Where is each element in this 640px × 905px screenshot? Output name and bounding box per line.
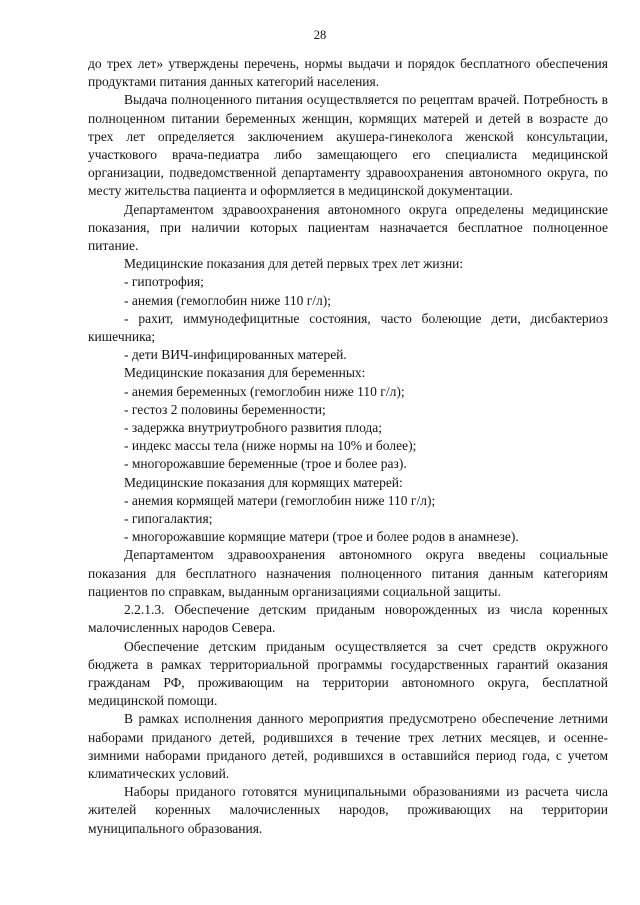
paragraph-intro-continuation: до трех лет» утверждены перечень, нормы выдачи и порядок бесплатного обеспечения продуктами питания данных категорий населения. — [88, 56, 608, 90]
nursing-indications-heading: Медицинские показания для кормящих матерей: — [124, 474, 403, 490]
section-heading-2-2-1-3: 2.2.1.3. Обеспечение детским приданым новорожденных из числа коренных малочисленных народов Севера. — [88, 602, 608, 636]
nursing-indication-item: - гипогалактия; — [124, 511, 213, 527]
paragraph-full-nutrition-issuance: Выдача полноценного питания осуществляется по рецептам врачей. Потребность в полноценном питании беременных женщин, кормящих матерей и детей в возрасте до трех лет определяется заключением акушера-гинеколога женской консультации, участкового врача-педиатра либо замещающего его специалиста медицинской организации, подведомственной департаменту здравоохранения автономного округа, по месту жительства пациента и оформляется в медицинской документации. — [88, 92, 608, 199]
children-indication-item: - дети ВИЧ-инфицированных матерей. — [124, 347, 347, 363]
paragraph-medical-indications-intro: Департаментом здравоохранения автономного округа определены медицинские показания, при наличии которых пациентам назначается бесплатное полноценное питание. — [88, 201, 608, 254]
paragraph-dowry-preparation: Наборы приданого готовятся муниципальными образованиями из расчета числа жителей коренных малочисленных народов, проживающих на территории муниципального образования. — [88, 784, 608, 836]
pregnant-indication-item: - анемия беременных (гемоглобин ниже 110 г/л); — [124, 383, 405, 399]
children-indication-item: - гипотрофия; — [124, 274, 204, 290]
pregnant-indication-item: - многорожавшие беременные (трое и более раз). — [124, 456, 407, 472]
paragraph-dowry-funding: Обеспечение детским приданым осуществляется за счет средств окружного бюджета в рамках территориальной программы государственных гарантий оказания гражданам РФ, проживающим на территории автономного округа, бесплатной медицинской помощи. — [88, 638, 608, 709]
children-indications-heading: Медицинские показания для детей первых трех лет жизни: — [124, 256, 464, 272]
pregnant-indications-heading: Медицинские показания для беременных: — [124, 365, 366, 381]
pregnant-indication-item: - гестоз 2 половины беременности; — [124, 401, 326, 417]
pregnant-indication-item: - задержка внутриутробного развития плода; — [124, 420, 383, 436]
nursing-indication-item: - анемия кормящей матери (гемоглобин ниже 110 г/л); — [124, 492, 436, 508]
document-body — [88, 55, 608, 838]
children-indication-item: - рахит, иммунодефицитные состояния, часто болеющие дети, дисбактериоз кишечника; — [88, 310, 608, 345]
nursing-indication-item: - многорожавшие кормящие матери (трое и более родов в анамнезе). — [124, 529, 519, 545]
paragraph-dowry-sets: В рамках исполнения данного мероприятия предусмотрено обеспечение летними наборами приданого детей, родившихся в течение трех летних месяцев, и осенне-зимними наборами приданого детей, родившихся в оставшийся период года, с учетом климатических условий. — [88, 711, 608, 781]
children-indication-item: - анемия (гемоглобин ниже 110 г/л); — [124, 292, 331, 308]
pregnant-indication-item: - индекс массы тела (ниже нормы на 10% и более); — [124, 438, 417, 454]
paragraph-social-indications: Департаментом здравоохранения автономного округа введены социальные показания для бесплатного назначения полноценного питания данным категориям пациентов по справкам, выданным организациями социальной защиты. — [88, 547, 608, 599]
page-number: 28 — [313, 28, 327, 42]
